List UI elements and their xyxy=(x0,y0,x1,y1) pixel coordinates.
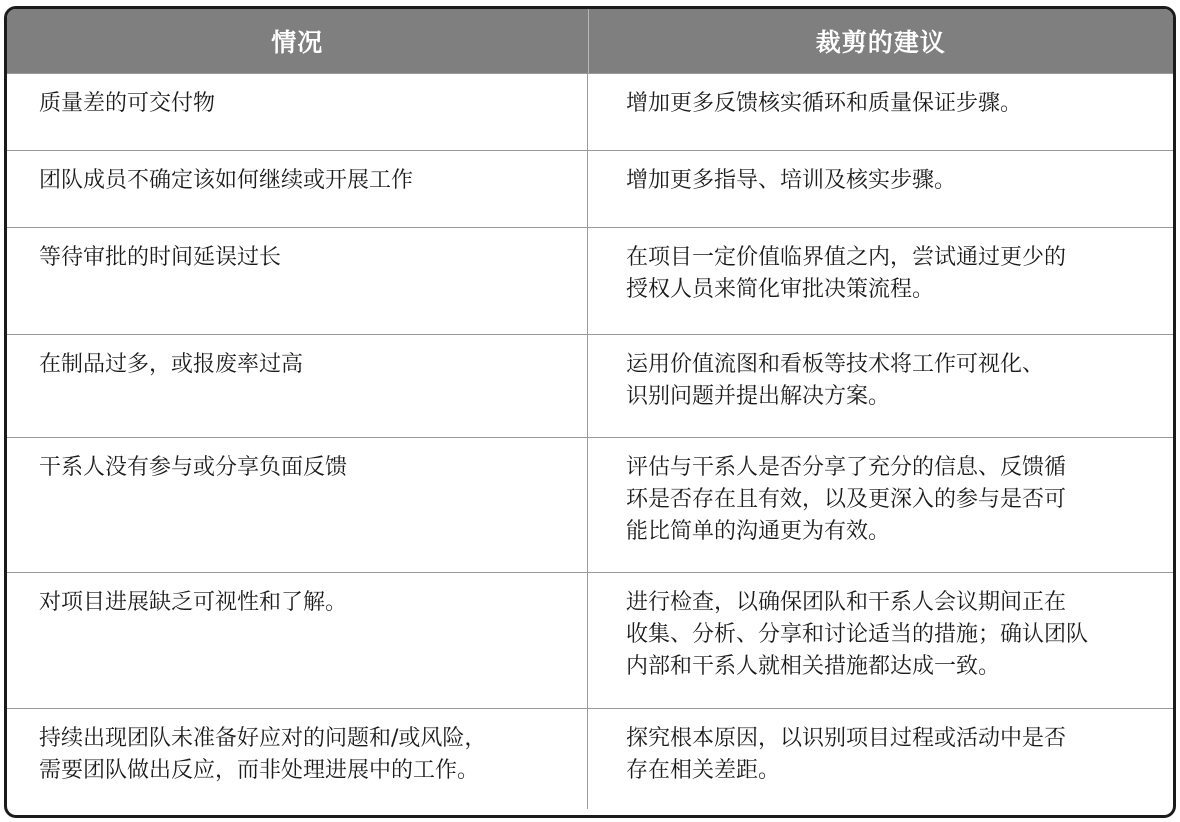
suggestion-cell: 增加更多反馈核实循环和质量保证步骤。 xyxy=(626,91,1023,116)
situation-cell: 干系人没有参与或分享负面反馈 xyxy=(7,438,588,572)
tailoring-table xyxy=(4,6,1176,818)
header-suggestion: 裁剪的建议 xyxy=(815,28,946,57)
table-row xyxy=(7,708,1173,809)
table-row xyxy=(7,437,1173,572)
table-row xyxy=(7,150,1173,227)
header-situation: 情况 xyxy=(7,9,589,73)
suggestion-cell: 在项目一定价值临界值之内，尝试通过更少的 授权人员来简化审批决策流程。 xyxy=(626,245,1067,302)
situation-cell: 对项目进展缺乏可视性和了解。 xyxy=(7,573,588,708)
situation-cell: 在制品过多，或报废率过高 xyxy=(7,335,588,437)
situation-cell: 等待审批的时间延误过长 xyxy=(7,228,588,334)
table-row xyxy=(7,227,1173,334)
table-row xyxy=(7,73,1173,150)
situation-cell: 团队成员不确定该如何继续或开展工作 xyxy=(7,151,588,227)
suggestion-cell: 评估与干系人是否分享了充分的信息、反馈循 环是否存在且有效，以及更深入的参与是否可 能比简单的沟通更为有效。 xyxy=(626,455,1067,544)
table-header xyxy=(7,9,1173,73)
situation-cell: 质量差的可交付物 xyxy=(7,74,588,150)
situation-cell: 持续出现团队未准备好应对的问题和/或风险， 需要团队做出反应，而非处理进展中的工作。 xyxy=(7,709,588,809)
suggestion-cell: 运用价值流图和看板等技术将工作可视化、 识别问题并提出解决方案。 xyxy=(626,352,1045,409)
table-row xyxy=(7,334,1173,437)
table-row xyxy=(7,572,1173,708)
suggestion-cell: 增加更多指导、培训及核实步骤。 xyxy=(626,168,957,193)
suggestion-cell: 探究根本原因，以识别项目过程或活动中是否 存在相关差距。 xyxy=(626,726,1067,783)
suggestion-cell: 进行检查，以确保团队和干系人会议期间正在 收集、分析、分享和讨论适当的措施；确认团队 内部和干系人就相关措施都达成一致。 xyxy=(626,590,1089,679)
